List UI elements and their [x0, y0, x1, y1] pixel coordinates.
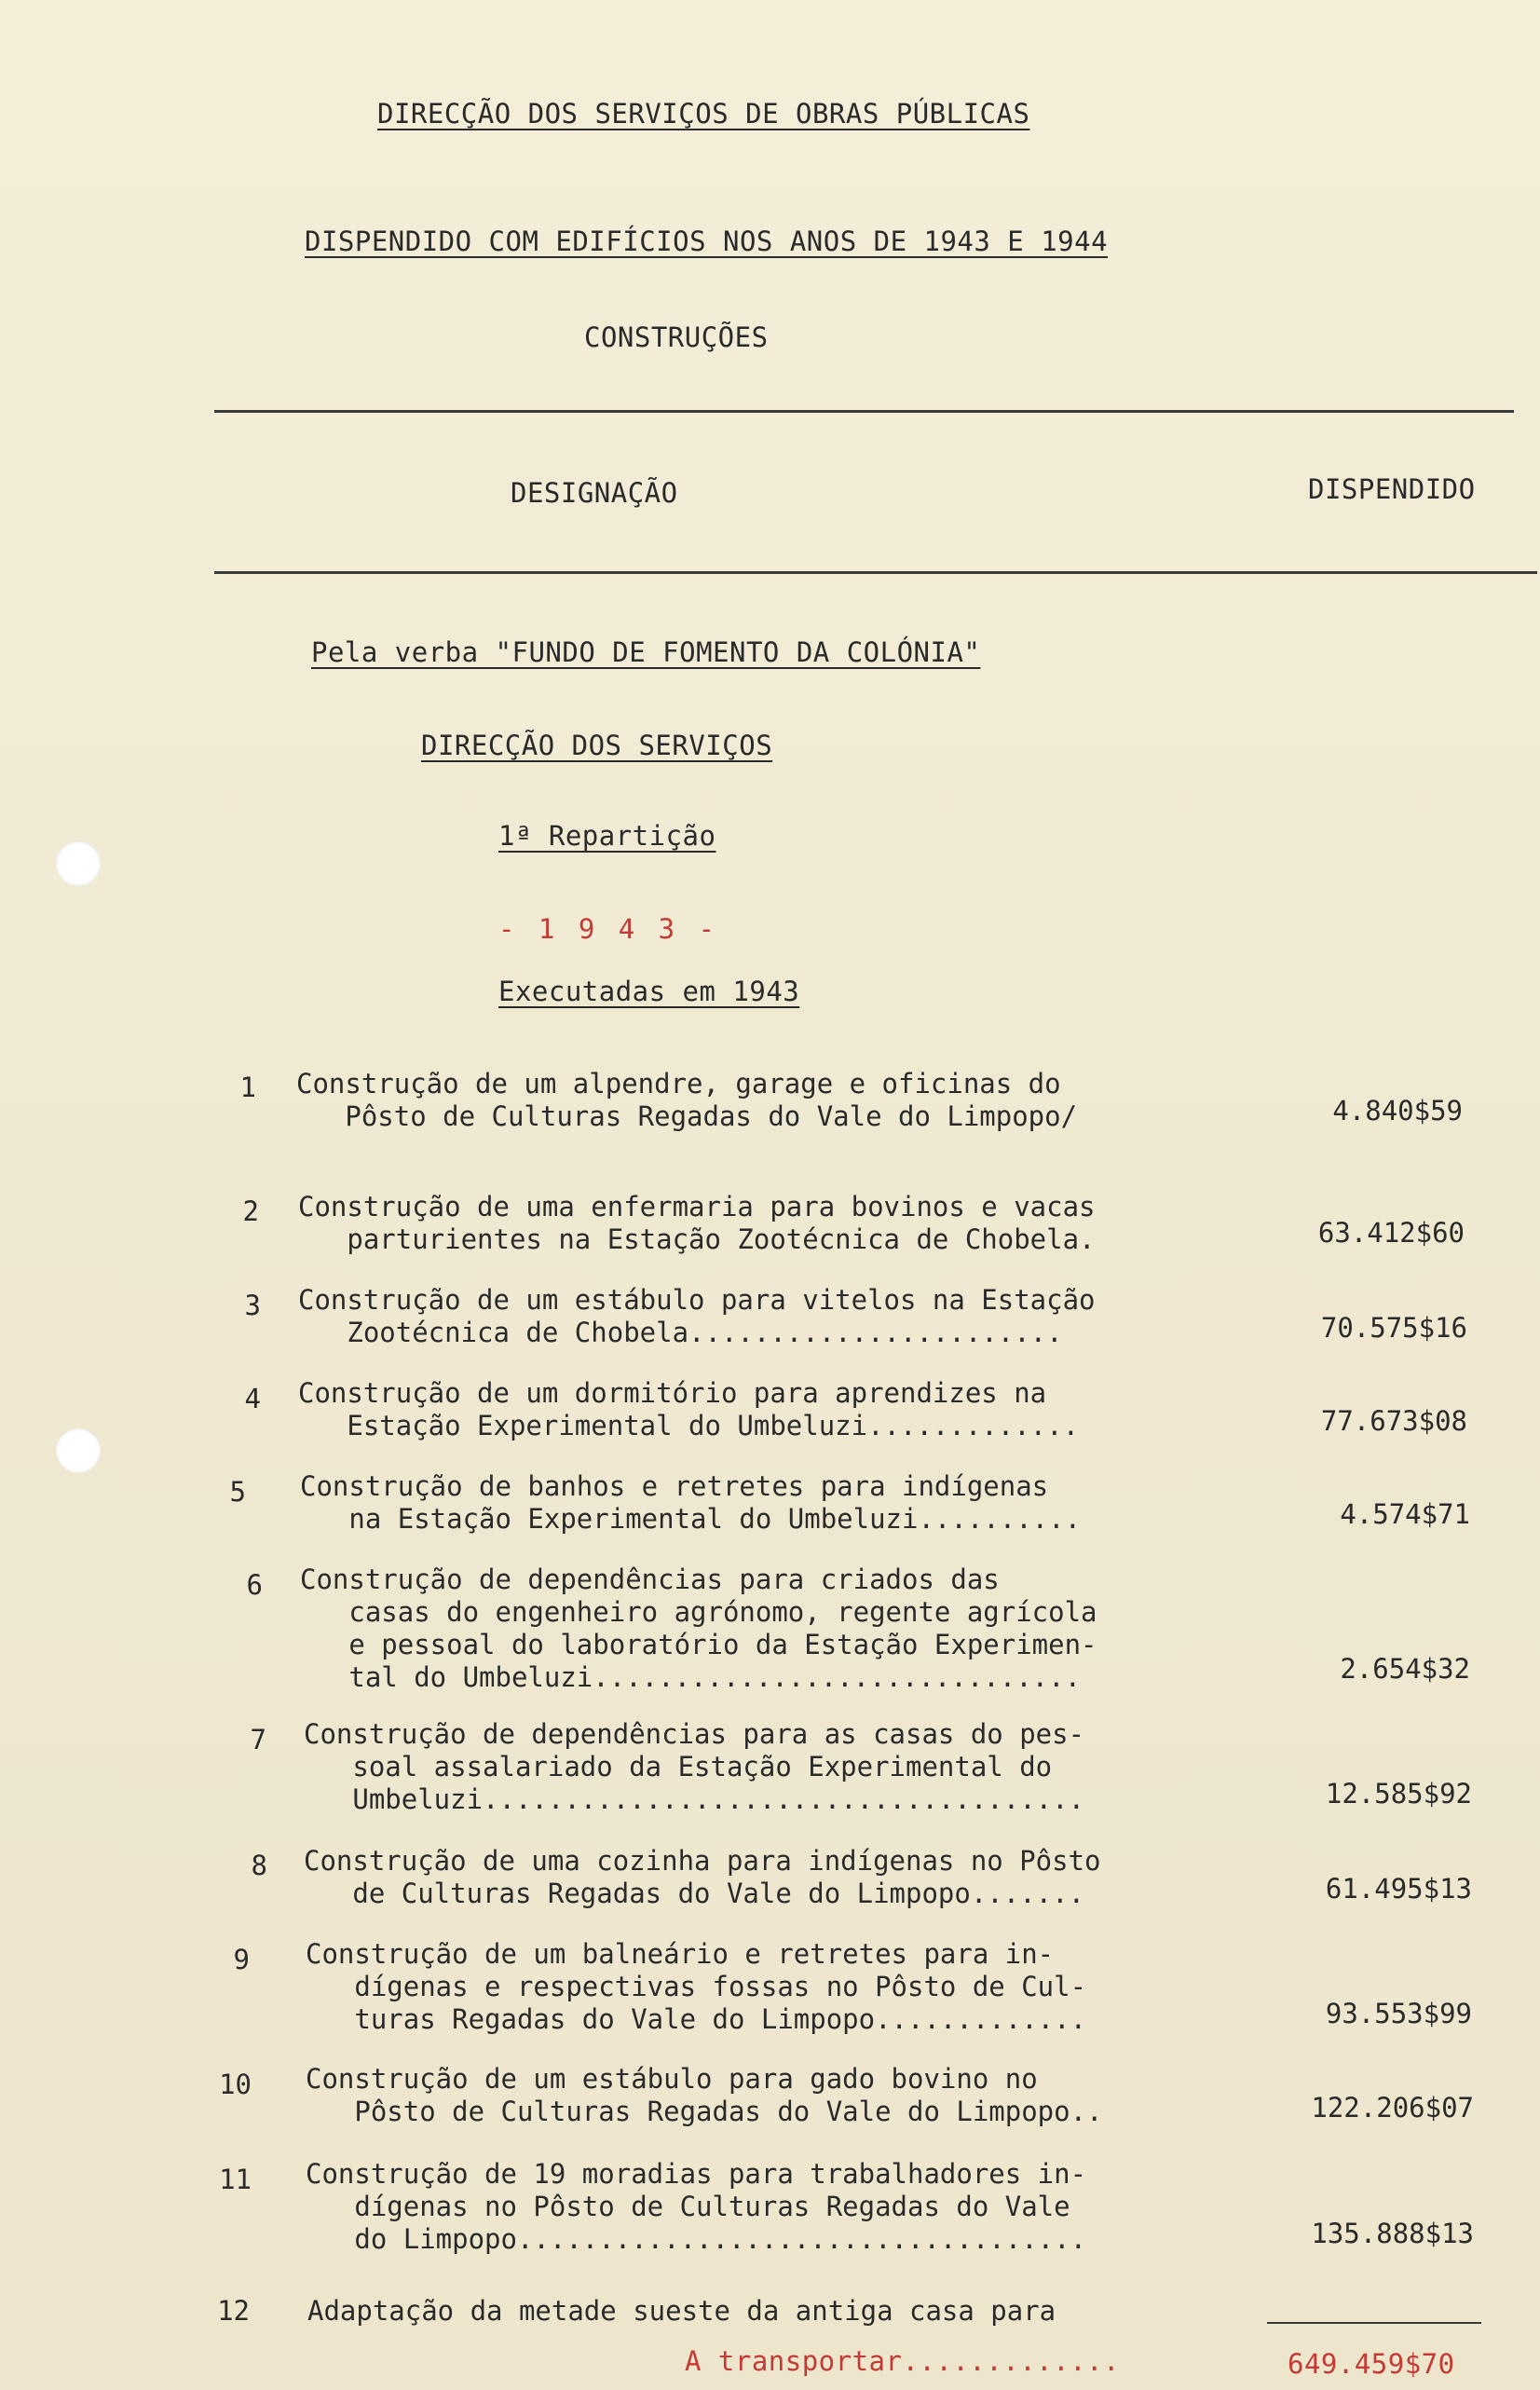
item-amount: 77.673$08 — [1320, 1405, 1467, 1437]
division-heading: 1ª Repartição — [498, 820, 716, 852]
document-title: DIRECÇÃO DOS SERVIÇOS DE OBRAS PÚBLICAS — [377, 98, 1030, 130]
section-title: CONSTRUÇÕES — [584, 321, 769, 353]
item-amount: 2.654$32 — [1340, 1653, 1470, 1685]
item-number: 11 — [219, 2164, 252, 2195]
item-description: Construção de banhos e retretes para indígenas na Estação Experimental do Umbeluzi.......... — [300, 1470, 1082, 1535]
item-number: 4 — [244, 1383, 261, 1414]
item-description: Construção de dependências para as casas do pes- soal assalariado da Estação Experimental do Umbeluzi..................................... — [304, 1718, 1085, 1815]
item-number: 7 — [250, 1724, 266, 1755]
column-header-spent: DISPENDIDO — [1308, 473, 1476, 505]
item-amount: 63.412$60 — [1317, 1217, 1465, 1249]
item-amount: 4.840$59 — [1332, 1095, 1463, 1127]
item-number: 2 — [242, 1195, 259, 1227]
funding-heading: Pela verba "FUNDO DE FOMENTO DA COLÓNIA" — [311, 636, 981, 668]
punch-hole-bottom — [56, 1428, 101, 1473]
item-number: 9 — [233, 1944, 250, 1975]
item-number: 3 — [244, 1290, 261, 1321]
item-description: Construção de 19 moradias para trabalhadores in- dígenas no Pôsto de Culturas Regadas do Vale do Limpopo................................... — [306, 2158, 1087, 2255]
item-number: 10 — [219, 2069, 252, 2100]
item-amount: 12.585$92 — [1325, 1778, 1472, 1810]
item-amount: 122.206$07 — [1311, 2092, 1474, 2124]
direction-heading: DIRECÇÃO DOS SERVIÇOS — [421, 730, 773, 761]
item-description: Construção de um dormitório para aprendizes na Estação Experimental do Umbeluzi............. — [298, 1377, 1080, 1441]
document-subtitle: DISPENDIDO COM EDIFÍCIOS NOS ANOS DE 1943 E 1944 — [305, 225, 1109, 257]
column-header-designation: DESIGNAÇÃO — [511, 477, 678, 509]
item-number: 1 — [239, 1072, 256, 1103]
carry-forward-label: A transportar............. — [685, 2345, 1120, 2377]
item-amount: 93.553$99 — [1325, 1998, 1472, 2029]
year-heading: - 1 9 4 3 - — [498, 913, 719, 945]
item-number: 8 — [251, 1850, 267, 1881]
item-amount: 61.495$13 — [1325, 1873, 1472, 1905]
item-description: Construção de uma enfermaria para bovinos e vacas parturientes na Estação Zootécnica de Chobela. — [298, 1191, 1096, 1255]
item-description: Construção de um estábulo para vitelos na Estação Zootécnica de Chobela....................... — [298, 1284, 1096, 1348]
item-number: 5 — [229, 1476, 246, 1508]
item-amount: 135.888$13 — [1311, 2218, 1474, 2249]
item-description: Construção de uma cozinha para indígenas no Pôsto de Culturas Regadas do Vale do Limpopo....... — [304, 1845, 1101, 1909]
item-number: 6 — [246, 1569, 263, 1601]
punch-hole-top — [56, 841, 101, 886]
header-bottom-rule — [214, 571, 1537, 574]
item-amount: 70.575$16 — [1320, 1312, 1467, 1344]
item-description: Construção de dependências para criados das casas do engenheiro agrónomo, regente agrícola e pessoal do laboratório da Estação Experimen- tal do Umbeluzi.............................. — [300, 1564, 1097, 1693]
total-rule — [1267, 2322, 1481, 2324]
executed-heading: Executadas em 1943 — [498, 976, 800, 1007]
item-number: 12 — [217, 2295, 250, 2327]
item-description: Construção de um alpendre, garage e oficinas do Pôsto de Culturas Regadas do Vale do Limpopo/ — [296, 1068, 1078, 1132]
item-description: Construção de um balneário e retretes para in- dígenas e respectivas fossas no Pôsto de Cul- turas Regadas do Vale do Limpopo............. — [306, 1938, 1087, 2035]
item-amount: 4.574$71 — [1340, 1498, 1470, 1530]
carry-forward-amount: 649.459$70 — [1288, 2348, 1455, 2380]
item-description: Adaptação da metade sueste da antiga casa para — [307, 2295, 1056, 2327]
top-rule — [214, 410, 1514, 413]
item-description: Construção de um estábulo para gado bovino no Pôsto de Culturas Regadas do Vale do Limpopo.. — [306, 2063, 1103, 2127]
